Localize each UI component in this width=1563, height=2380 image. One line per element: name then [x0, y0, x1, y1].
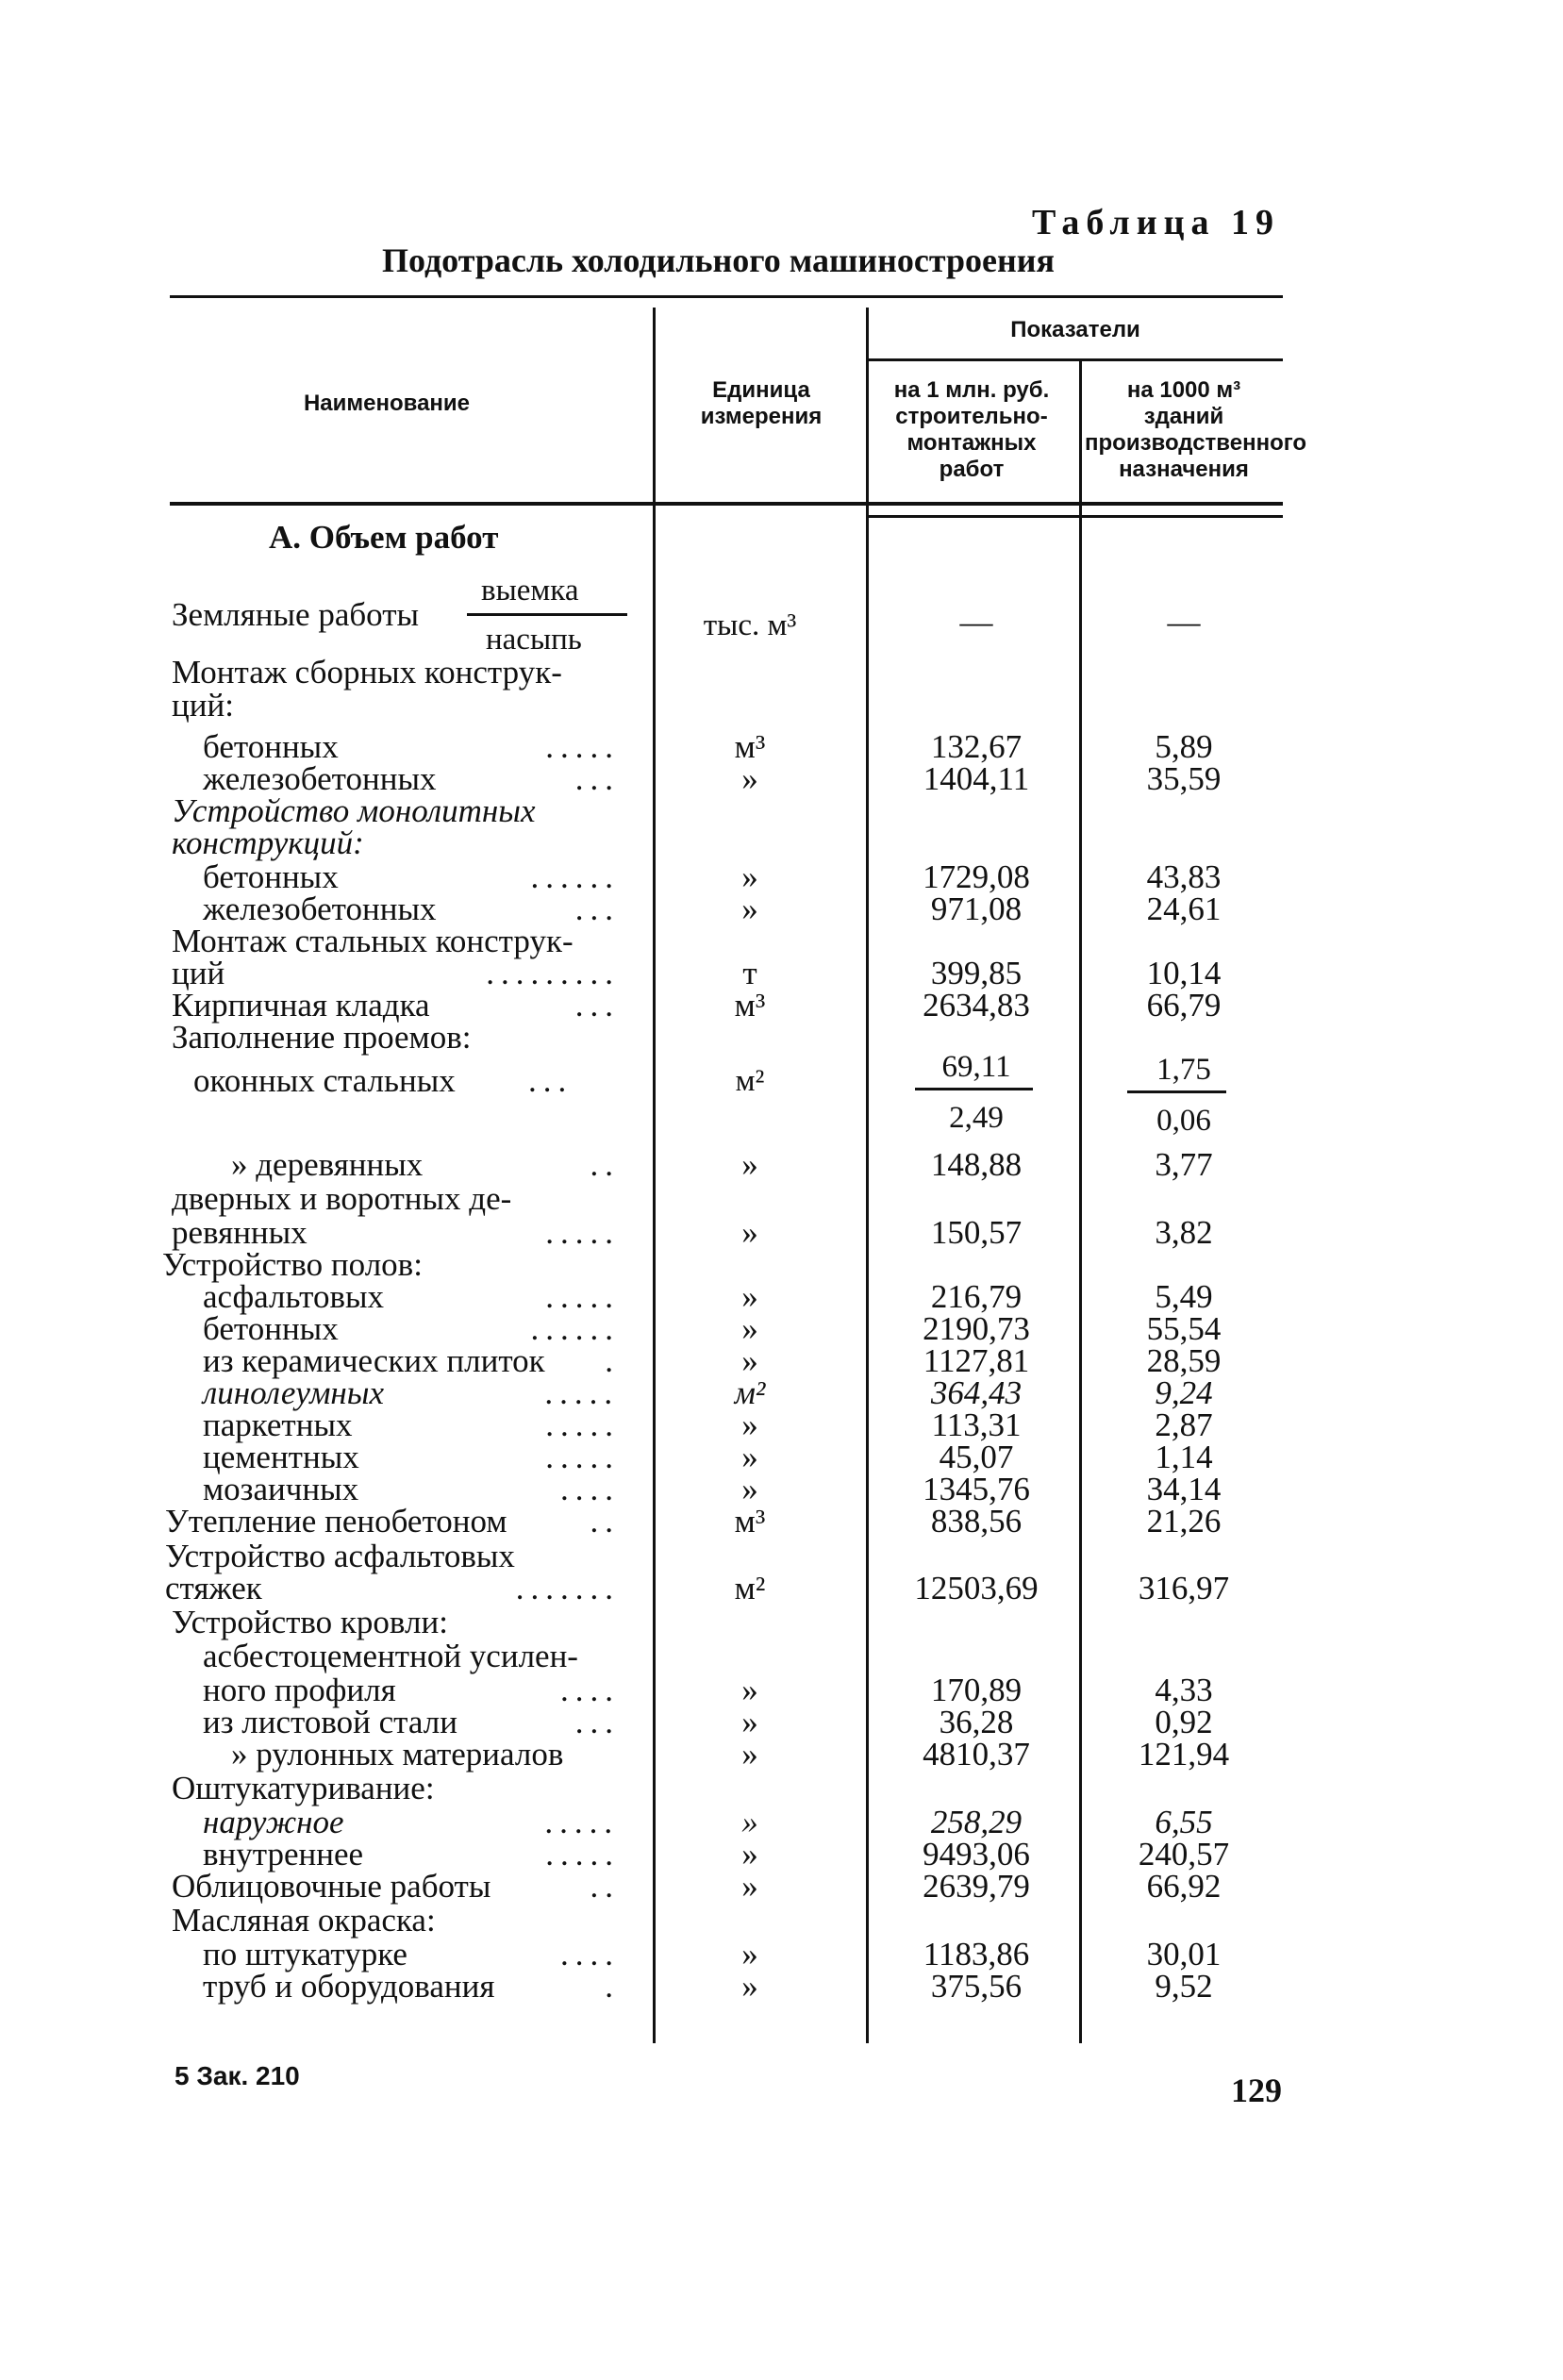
row-unit: » [741, 1146, 758, 1183]
table-row [0, 1246, 1563, 1283]
table-caption: Таблица 19 [1031, 203, 1280, 242]
row-value-2: 4,33 [1155, 1672, 1213, 1708]
row-value-2: 28,59 [1146, 1342, 1222, 1379]
row-unit: » [741, 1342, 758, 1379]
row-name: Масляная окраска: [172, 1902, 436, 1939]
row-name: железобетонных [203, 760, 437, 797]
row-name: конструкций: [172, 824, 364, 861]
table-row: внутреннее ..... » 9493,06 240,57 [0, 1836, 1563, 1870]
window-v1-bottom: 2,49 [949, 1101, 1004, 1135]
table-row: бетонных ..... м³ 132,67 5,89 [0, 728, 1563, 762]
header-name: Наименование [303, 391, 471, 416]
row-value-2: 3,77 [1155, 1146, 1213, 1183]
table-row: ного профиля .... » 170,89 4,33 [0, 1672, 1563, 1706]
row-value-2: 24,61 [1146, 890, 1222, 927]
row-value-1: 1404,11 [923, 760, 1030, 797]
row-value-1: 150,57 [930, 1214, 1023, 1251]
row-name: Устройство монолитных [172, 792, 536, 829]
row-unit: » [741, 1278, 758, 1315]
row-value-2: 240,57 [1138, 1836, 1230, 1872]
row-value-1: 971,08 [930, 890, 1023, 927]
table-row [0, 1902, 1563, 1939]
row-value-1: 132,67 [930, 728, 1023, 765]
row-value-2: 1,14 [1155, 1439, 1213, 1475]
table-row: из листовой стали ... » 36,28 0,92 [0, 1704, 1563, 1738]
earthworks-bottom: насыпь [486, 623, 582, 657]
row-name: Кирпичная кладка [172, 987, 430, 1024]
row-unit: » [741, 1406, 758, 1443]
row-value-1: 36,28 [939, 1704, 1014, 1740]
table-row: бетонных ...... » 1729,08 43,83 [0, 858, 1563, 892]
row-unit: » [741, 1471, 758, 1507]
row-value-2: 0,92 [1155, 1704, 1213, 1740]
row-value-2: 5,49 [1155, 1278, 1213, 1315]
row-name: из керамических плиток [203, 1342, 545, 1379]
table-row [0, 1180, 1563, 1217]
row-name: » рулонных материалов [231, 1736, 564, 1773]
row-unit: м² [734, 1570, 766, 1606]
row-value-1: 364,43 [930, 1374, 1023, 1411]
row-value-2: 21,26 [1146, 1503, 1222, 1540]
table-row: ревянных ..... » 150,57 3,82 [0, 1214, 1563, 1248]
row-value-2: 30,01 [1146, 1936, 1222, 1972]
table-row: цементных ..... » 45,07 1,14 [0, 1439, 1563, 1473]
row-name: бетонных [203, 728, 339, 765]
row-name: стяжек [165, 1570, 262, 1606]
row-value-2: 2,87 [1155, 1406, 1213, 1443]
section-heading: А. Объем работ [269, 519, 499, 556]
row-name: асфальтовых [203, 1278, 384, 1315]
table-row [0, 687, 1563, 724]
header-col2: на 1000 м³ зданий производственного назначения [1085, 377, 1307, 482]
table-row [0, 1638, 1563, 1672]
page-number: 129 [1231, 2072, 1282, 2109]
row-value-2: 34,14 [1146, 1471, 1222, 1507]
earthworks-v2: — [1167, 604, 1201, 641]
row-value-2: 43,83 [1146, 858, 1222, 895]
table-row: линолеумных ..... м² 364,43 9,24 [0, 1374, 1563, 1408]
row-value-1: 2634,83 [923, 987, 1030, 1024]
earthworks-unit: тыс. м³ [703, 608, 797, 642]
table-row: из керамических плиток . » 1127,81 28,59 [0, 1342, 1563, 1376]
table-row: наружное ..... » 258,29 6,55 [0, 1804, 1563, 1838]
row-name: ций [172, 955, 225, 991]
table-row: железобетонных ... » 1404,11 35,59 [0, 760, 1563, 794]
row-name: Заполнение проемов: [172, 1019, 472, 1056]
row-value-2: 316,97 [1138, 1570, 1230, 1606]
row-value-1: 1183,86 [923, 1936, 1030, 1972]
row-value-2: 9,52 [1155, 1968, 1213, 2005]
row-name: асбестоцементной усилен- [203, 1638, 578, 1674]
row-name: Оштукатуривание: [172, 1770, 435, 1806]
row-unit: м³ [734, 987, 766, 1024]
row-name: цементных [203, 1439, 359, 1475]
table-row [0, 824, 1563, 861]
row-value-1: 113,31 [931, 1406, 1022, 1443]
table-row [0, 1019, 1563, 1056]
row-unit: » [741, 1804, 758, 1840]
row-unit: » [741, 1439, 758, 1475]
row-unit: м³ [734, 728, 766, 765]
table-row [0, 923, 1563, 957]
table-row: стяжек ....... м² 12503,69 316,97 [0, 1570, 1563, 1604]
table-row: мозаичных .... » 1345,76 34,14 [0, 1471, 1563, 1505]
window-v2-fraction-bar [1127, 1090, 1226, 1093]
row-name: паркетных [203, 1406, 353, 1443]
window-v2-bottom: 0,06 [1156, 1104, 1211, 1138]
row-value-1: 2190,73 [923, 1310, 1030, 1347]
row-unit: т [742, 955, 757, 991]
row-unit: » [741, 1672, 758, 1708]
row-unit: » [741, 1836, 758, 1872]
print-order-note: 5 Зак. 210 [175, 2061, 300, 2090]
row-name: Устройство полов: [162, 1246, 423, 1283]
row-name: Утепление пенобетоном [165, 1503, 507, 1540]
row-name: » деревянных [231, 1146, 424, 1183]
row-unit: м² [734, 1374, 766, 1411]
row-value-1: 216,79 [930, 1278, 1023, 1315]
row-value-1: 1729,08 [923, 858, 1030, 895]
table-row: железобетонных ... » 971,08 24,61 [0, 890, 1563, 924]
row-name: по штукатурке [203, 1936, 407, 1972]
row-name: ций: [172, 687, 234, 724]
row-name: линолеумных [203, 1374, 385, 1411]
table-top-rule [170, 295, 1283, 298]
row-unit: » [741, 1968, 758, 2005]
table-row [0, 654, 1563, 691]
table-row [0, 1736, 1563, 1773]
row-value-1: 1345,76 [923, 1471, 1030, 1507]
row-unit: » [741, 1214, 758, 1251]
table-row: » деревянных .. » 148,88 3,77 [0, 1146, 1563, 1180]
row-name: ревянных [172, 1214, 308, 1251]
row-name: ного профиля [203, 1672, 396, 1708]
row-unit: » [741, 890, 758, 927]
table-row [0, 1604, 1563, 1638]
table-row [0, 792, 1563, 829]
row-value-2: 9,24 [1155, 1374, 1213, 1411]
header-col1: на 1 млн. руб. строительно-монтажных работ [893, 377, 1050, 482]
row-value-1: 258,29 [930, 1804, 1023, 1840]
row-value-1: 170,89 [930, 1672, 1023, 1708]
row-unit: » [741, 1310, 758, 1347]
row-name: мозаичных [203, 1471, 359, 1507]
row-value-2: 66,92 [1146, 1868, 1222, 1905]
table-row: Кирпичная кладка ... м³ 2634,83 66,79 [0, 987, 1563, 1021]
row-name: бетонных [203, 858, 339, 895]
table-row: паркетных ..... » 113,31 2,87 [0, 1406, 1563, 1440]
window-v1-top: 69,11 [941, 1050, 1011, 1084]
window-unit: м² [735, 1064, 765, 1098]
window-v2-top: 1,75 [1156, 1053, 1211, 1087]
row-name: дверных и воротных де- [172, 1180, 512, 1217]
row-value-2: 121,94 [1138, 1736, 1230, 1773]
row-name: бетонных [203, 1310, 339, 1347]
row-name: наружное [203, 1804, 344, 1840]
row-name: Облицовочные работы [172, 1868, 491, 1905]
row-value-2: 3,82 [1155, 1214, 1213, 1251]
row-name: из листовой стали [203, 1704, 457, 1740]
table-row: труб и оборудования . » 375,56 9,52 [0, 1968, 1563, 2002]
header-unit: Единица измерения [700, 377, 823, 429]
table-row: ций ......... т 399,85 10,14 [0, 955, 1563, 989]
row-name: Монтаж сборных конструк- [172, 654, 562, 691]
table-row: бетонных ...... » 2190,73 55,54 [0, 1310, 1563, 1344]
window-v1-fraction-bar [915, 1088, 1033, 1090]
row-unit: » [741, 760, 758, 797]
table-row: Облицовочные работы .. » 2639,79 66,92 [0, 1868, 1563, 1902]
row-value-1: 399,85 [930, 955, 1023, 991]
row-value-1: 12503,69 [914, 1570, 1039, 1606]
row-name: Монтаж стальных конструк- [172, 923, 574, 959]
row-value-2: 35,59 [1146, 760, 1222, 797]
row-value-1: 45,07 [939, 1439, 1014, 1475]
row-unit: » [741, 1704, 758, 1740]
row-name: Устройство кровли: [172, 1604, 448, 1640]
row-value-1: 375,56 [930, 1968, 1023, 2005]
row-value-1: 838,56 [930, 1503, 1023, 1540]
row-name: железобетонных [203, 890, 437, 927]
row-value-1: 4810,37 [923, 1736, 1030, 1773]
earthworks-v1: — [959, 604, 993, 641]
header-indicators: Показатели [1010, 317, 1140, 342]
table-row [0, 1770, 1563, 1804]
window-name: оконных стальных [193, 1062, 456, 1099]
earthworks-label: Земляные работы [172, 596, 420, 633]
header-bottom-rule [170, 502, 1283, 506]
row-value-2: 55,54 [1146, 1310, 1222, 1347]
row-value-2: 6,55 [1155, 1804, 1213, 1840]
row-value-2: 5,89 [1155, 728, 1213, 765]
row-value-1: 9493,06 [923, 1836, 1030, 1872]
earthworks-top: выемка [481, 574, 579, 607]
row-unit: м³ [734, 1503, 766, 1540]
table-title: Подотрасль холодильного машиностроения [382, 241, 1055, 279]
header-bottom-rule-2 [868, 515, 1283, 518]
table-row: Утепление пенобетоном .. м³ 838,56 21,26 [0, 1503, 1563, 1537]
row-name: внутреннее [203, 1836, 364, 1872]
table-row [0, 1538, 1563, 1572]
row-unit: » [741, 1936, 758, 1972]
indicators-rule [868, 358, 1283, 361]
table-row: по штукатурке .... » 1183,86 30,01 [0, 1936, 1563, 1970]
row-value-1: 2639,79 [923, 1868, 1030, 1905]
row-name: Устройство асфальтовых [165, 1538, 515, 1574]
row-name: труб и оборудования [203, 1968, 495, 2005]
row-value-2: 66,79 [1146, 987, 1222, 1024]
row-unit: » [741, 1736, 758, 1773]
row-unit: » [741, 858, 758, 895]
row-value-1: 1127,81 [923, 1342, 1030, 1379]
row-unit: » [741, 1868, 758, 1905]
row-value-2: 10,14 [1146, 955, 1222, 991]
earthworks-fraction-bar [467, 613, 627, 616]
row-value-1: 148,88 [930, 1146, 1023, 1183]
table-row: асфальтовых ..... » 216,79 5,49 [0, 1278, 1563, 1312]
